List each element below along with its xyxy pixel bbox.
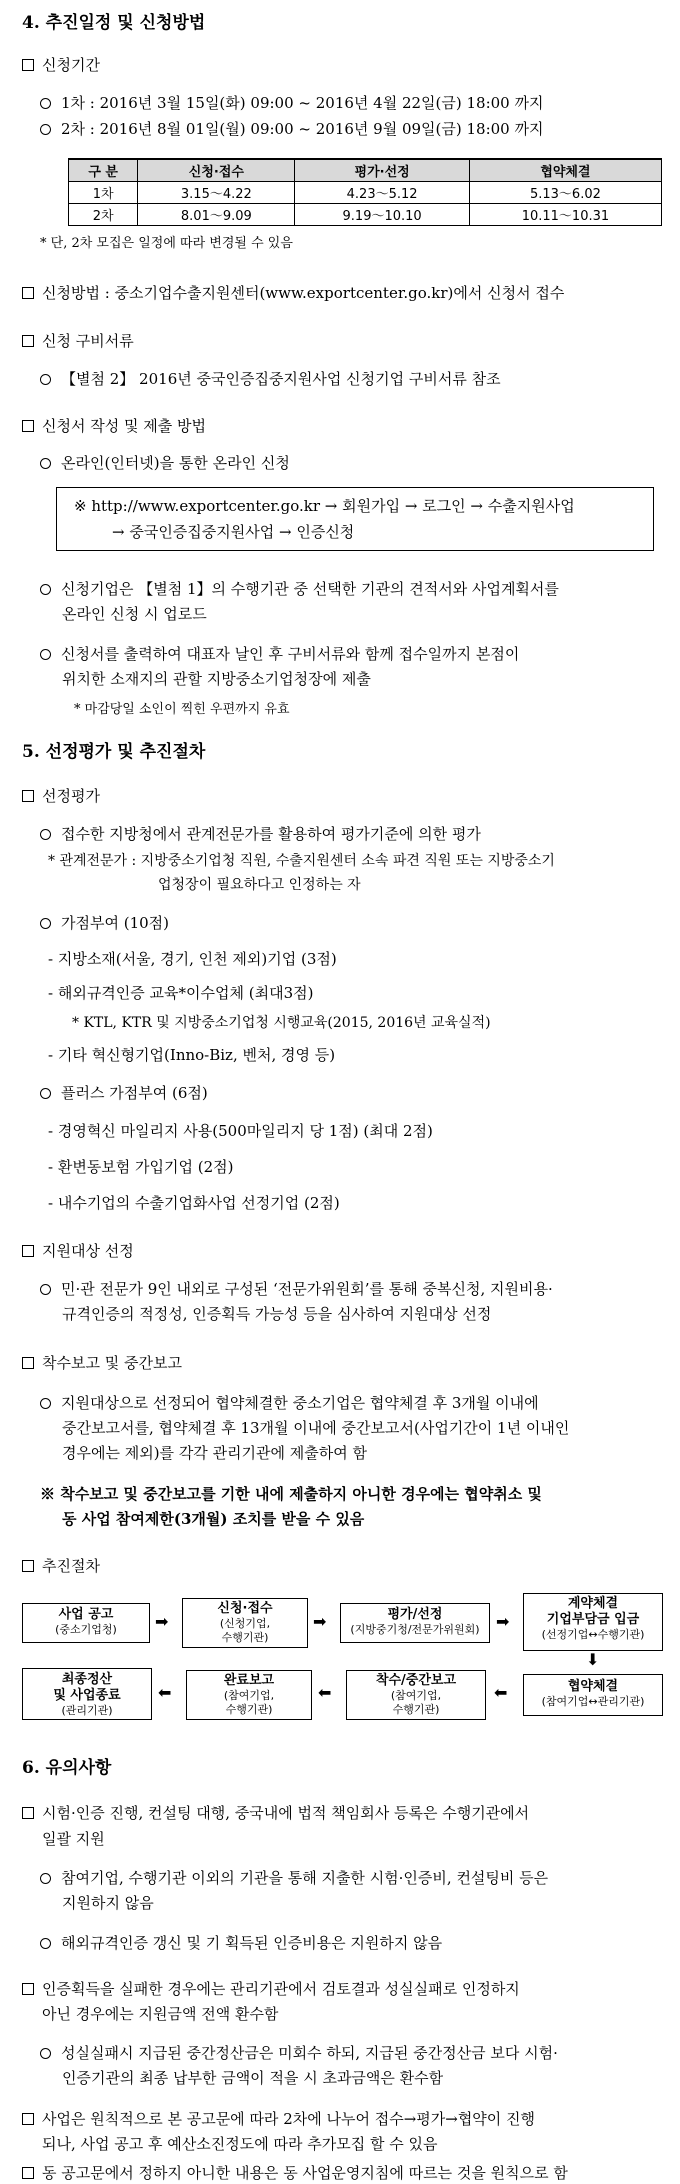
- flow-step-sub: (신청기업,: [219, 1617, 271, 1630]
- circle-bullet-icon: [40, 1873, 51, 1884]
- plus-heading-text: 플러스 가점부여 (6점): [61, 1084, 208, 1102]
- report-line3: 경우에는 제외)를 각각 관리기관에 제출하여 함: [62, 1444, 368, 1462]
- eval-item-text: 접수한 지방청에서 관계전문가를 활용하여 평가기준에 의한 평가: [61, 825, 481, 843]
- flow-step-title-2: 기업부담금 입금: [546, 1612, 640, 1627]
- circle-bullet-icon: [40, 649, 51, 660]
- circle-bullet-icon: [40, 374, 51, 385]
- docs-item-text: 【별첨 2】 2016년 중국인증집중지원사업 신청기업 구비서류 참조: [61, 370, 501, 388]
- plus-item-2: - 환변동보험 가입기업 (2점): [48, 1158, 234, 1176]
- table-note: * 단, 2차 모집은 일정에 따라 변경될 수 있음: [40, 236, 293, 251]
- flow-step-sub: (관리기관): [61, 1704, 113, 1717]
- bonus-item-2: - 해외규격인증 교육*이수업체 (최대3점): [48, 984, 314, 1002]
- caution-b1-line2: 인증기관의 최종 납부한 금액이 적을 시 초과금액은 환수함: [62, 2069, 444, 2087]
- docs-heading-text: 신청 구비서류: [42, 332, 134, 350]
- proc-heading: [22, 1555, 100, 1576]
- circle-bullet-icon: [40, 1398, 51, 1409]
- caution-c-line2: 되나, 사업 공고 후 예산소진정도에 따라 추가모집 할 수 있음: [42, 2135, 438, 2153]
- caution-a-line1: [22, 1802, 529, 1823]
- target-heading: [22, 1240, 134, 1261]
- caution-d-line1-text: 동 공고문에서 정하지 아니한 내용은 동 사업운영지침에 따르는 것을 원칙으로 함: [42, 2164, 568, 2182]
- flow-step-title: 신청·접수: [217, 1601, 273, 1616]
- target-line1: [40, 1278, 553, 1299]
- target-line1-text: 민·관 전문가 9인 내외로 구성된 ‘전문가위원회’를 통해 중복신청, 지원비용·: [61, 1280, 553, 1298]
- round2-line: [40, 118, 543, 139]
- online-heading-text: 온라인(인터넷)을 통한 온라인 신청: [61, 454, 290, 472]
- report-line2: 중간보고서를, 협약체결 후 13개월 이내에 중간보고서(사업기간이 1년 이내인: [62, 1419, 570, 1437]
- arrow-right-icon: ➡: [313, 1612, 327, 1631]
- flow-step-sub: (지방중기청/전문가위원회): [350, 1623, 480, 1636]
- item1-line1: [40, 578, 559, 599]
- square-bullet-icon: [22, 420, 34, 432]
- caution-a1-line2: 지원하지 않음: [62, 1894, 154, 1912]
- table-cell: 9.19～10.10: [295, 204, 470, 226]
- circle-bullet-icon: [40, 458, 51, 469]
- flow-step-evaluate: [340, 1603, 490, 1643]
- report-line1: [40, 1392, 539, 1413]
- square-bullet-icon: [22, 2167, 34, 2179]
- square-bullet-icon: [22, 1807, 34, 1819]
- circle-bullet-icon: [40, 829, 51, 840]
- square-bullet-icon: [22, 59, 34, 71]
- caution-b1-line1-text: 성실실패시 지급된 중간정산금은 미회수 하되, 지급된 중간정산금 보다 시험·: [61, 2044, 558, 2062]
- caution-a-line1-text: 시험·인증 진행, 컨설팅 대행, 중국내에 법적 책임회사 등록은 수행기관에서: [42, 1804, 530, 1822]
- caution-b-line2: 아닌 경우에는 지원금액 전액 환수함: [42, 2005, 279, 2023]
- flow-step-sub: 수행기관): [392, 1703, 440, 1716]
- eval-heading-text: 선정평가: [42, 787, 100, 805]
- bonus-heading: [40, 912, 169, 933]
- table-header: 구 분: [69, 159, 138, 182]
- table-row: [69, 182, 662, 204]
- target-line2: 규격인증의 적정성, 인증획득 가능성 등을 심사하여 지원대상 선정: [62, 1305, 492, 1323]
- eval-note-line2: 업청장이 필요하다고 인정하는 자: [158, 877, 361, 893]
- item2-line2: 위치한 소재지의 관할 지방중소기업청장에 제출: [62, 670, 371, 688]
- section-6-title: 6. 유의사항: [22, 1758, 112, 1778]
- flow-step-sub: (참여기업,: [390, 1689, 442, 1702]
- flow-step-title: 착수/중간보고: [375, 1673, 457, 1688]
- item1-line1-text: 신청기업은 【별첨 1】의 수행기관 중 선택한 기관의 견적서와 사업계획서를: [61, 580, 559, 598]
- bonus-item-3: - 기타 혁신형기업(Inno-Biz, 벤처, 경영 등): [48, 1046, 336, 1064]
- circle-bullet-icon: [40, 98, 51, 109]
- docs-heading: [22, 330, 134, 351]
- flow-step-sub: 수행기관): [221, 1631, 269, 1644]
- item2-line1-text: 신청서를 출력하여 대표자 날인 후 구비서류와 함께 접수일까지 본점이: [61, 645, 520, 663]
- eval-note-line1: * 관계전문가 : 지방중소기업청 직원, 수출지원센터 소속 파견 직원 또는 지방중소기: [48, 853, 555, 869]
- table-cell: 5.13～6.02: [469, 182, 661, 204]
- circle-bullet-icon: [40, 1088, 51, 1099]
- table-header: 평가·선정: [295, 159, 470, 182]
- flow-step-contract: [523, 1593, 663, 1651]
- arrow-right-icon: ➡: [496, 1612, 510, 1631]
- circle-bullet-icon: [40, 1284, 51, 1295]
- circle-bullet-icon: [40, 2048, 51, 2059]
- caution-b-line1-text: 인증획득을 실패한 경우에는 관리기관에서 검토결과 성실실패로 인정하지: [42, 1980, 520, 1998]
- period-heading-text: 신청기간: [42, 56, 100, 74]
- caution-d-line1: [22, 2162, 568, 2183]
- flow-step-agreement: [523, 1674, 663, 1716]
- table-cell: 8.01～9.09: [138, 204, 295, 226]
- flow-step-sub: (참여기업,: [223, 1689, 275, 1702]
- bonus-item-2-note: * KTL, KTR 및 지방중소기업청 시행교육(2015, 2016년 교육실적): [72, 1015, 491, 1031]
- warning-line1: ※ 착수보고 및 중간보고를 기한 내에 제출하지 아니한 경우에는 협약취소 및: [40, 1485, 542, 1503]
- caution-a-line2: 일괄 지원: [42, 1830, 105, 1848]
- square-bullet-icon: [22, 287, 34, 299]
- square-bullet-icon: [22, 1357, 34, 1369]
- docs-item: [40, 368, 501, 389]
- caution-b1-line1: [40, 2042, 558, 2063]
- report-heading-text: 착수보고 및 중간보고: [42, 1354, 182, 1372]
- flow-step-announce: [22, 1603, 150, 1643]
- bonus-item-1: - 지방소재(서울, 경기, 인천 제외)기업 (3점): [48, 950, 337, 968]
- caution-c-line1: [22, 2108, 535, 2129]
- square-bullet-icon: [22, 1983, 34, 1995]
- plus-item-1: - 경영혁신 마일리지 사용(500마일리지 당 1점) (최대 2점): [48, 1122, 433, 1140]
- flow-step-sub: (중소기업청): [55, 1623, 117, 1636]
- flow-step-title: 완료보고: [223, 1673, 275, 1688]
- circle-bullet-icon: [40, 124, 51, 135]
- caution-a1-line1-text: 참여기업, 수행기관 이외의 기관을 통해 지출한 시험·인증비, 컨설팅비 등은: [61, 1869, 549, 1887]
- circle-bullet-icon: [40, 1938, 51, 1949]
- plus-item-3: - 내수기업의 수출기업화사업 선정기업 (2점): [48, 1194, 340, 1212]
- square-bullet-icon: [22, 790, 34, 802]
- eval-heading: [22, 785, 100, 806]
- flow-step-apply: [182, 1598, 308, 1648]
- report-heading: [22, 1352, 182, 1373]
- flow-step-title: 평가/선정: [387, 1607, 443, 1622]
- flow-step-sub: (참여기업↔관리기관): [541, 1695, 645, 1708]
- period-heading: [22, 54, 100, 75]
- table-cell: 3.15～4.22: [138, 182, 295, 204]
- flow-step-title: 협약체결: [567, 1679, 619, 1694]
- table-cell: 1차: [69, 182, 138, 204]
- method-heading: [22, 282, 564, 303]
- square-bullet-icon: [22, 335, 34, 347]
- flow-step-complete: [186, 1670, 312, 1720]
- table-row: [69, 204, 662, 226]
- table-cell: 2차: [69, 204, 138, 226]
- flow-step-title: 계약체결: [567, 1596, 619, 1611]
- flow-step-sub: (선정기업↔수행기관): [541, 1628, 645, 1641]
- round1-text: 1차 : 2016년 3월 15일(화) 09:00 ~ 2016년 4월 22일(금) 18:00 까지: [61, 94, 544, 112]
- table-cell: 10.11～10.31: [469, 204, 661, 226]
- item2-line1: [40, 643, 519, 664]
- flow-step-report: [346, 1670, 486, 1720]
- arrow-right-icon: ➡: [155, 1612, 169, 1631]
- table-header: 협약체결: [469, 159, 661, 182]
- target-heading-text: 지원대상 선정: [42, 1242, 134, 1260]
- caution-a2-text: 해외규격인증 갱신 및 기 획득된 인증비용은 지원하지 않음: [61, 1934, 443, 1952]
- section-5-title: 5. 선정평가 및 추진절차: [22, 742, 206, 762]
- report-line1-text: 지원대상으로 선정되어 협약체결한 중소기업은 협약체결 후 3개월 이내에: [61, 1394, 539, 1412]
- warning-line2: 동 사업 참여제한(3개월) 조치를 받을 수 있음: [62, 1510, 365, 1528]
- round2-text: 2차 : 2016년 8월 01일(월) 09:00 ~ 2016년 9월 09일(금) 18:00 까지: [61, 120, 544, 138]
- circle-bullet-icon: [40, 918, 51, 929]
- item1-line2: 온라인 신청 시 업로드: [62, 605, 207, 623]
- circle-bullet-icon: [40, 584, 51, 595]
- online-heading: [40, 452, 290, 473]
- arrow-left-icon: ⬅: [158, 1683, 172, 1702]
- section-4-title: 4. 추진일정 및 신청방법: [22, 13, 206, 33]
- arrow-down-icon: ⬇: [586, 1650, 600, 1669]
- table-cell: 4.23～5.12: [295, 182, 470, 204]
- box-line-2: → 중국인증집중지원사업 → 인증신청: [112, 523, 355, 541]
- eval-item: [40, 823, 481, 844]
- square-bullet-icon: [22, 2113, 34, 2125]
- square-bullet-icon: [22, 1560, 34, 1572]
- submit-heading: [22, 415, 206, 436]
- square-bullet-icon: [22, 1245, 34, 1257]
- caution-a1-line1: [40, 1867, 548, 1888]
- flow-step-title: 최종정산: [61, 1672, 113, 1687]
- method-text: 신청방법 : 중소기업수출지원센터(www.exportcenter.go.kr)에서 신청서 접수: [42, 284, 565, 302]
- plus-heading: [40, 1082, 208, 1103]
- item2-note: * 마감당일 소인이 찍힌 우편까지 유효: [74, 702, 290, 717]
- flow-step-title-2: 및 사업종료: [53, 1688, 121, 1703]
- caution-c-line1-text: 사업은 원칙적으로 본 공고문에 따라 2차에 나누어 접수→평가→협약이 진행: [42, 2110, 536, 2128]
- flow-step-sub: 수행기관): [225, 1703, 273, 1716]
- round1-line: [40, 92, 543, 113]
- flow-step-settle: [22, 1668, 152, 1720]
- bonus-heading-text: 가점부여 (10점): [61, 914, 170, 932]
- table-header: 신청·접수: [138, 159, 295, 182]
- proc-heading-text: 추진절차: [42, 1557, 100, 1575]
- submit-heading-text: 신청서 작성 및 제출 방법: [42, 417, 206, 435]
- schedule-table: [68, 158, 662, 226]
- box-line-1: ※ http://www.exportcenter.go.kr → 회원가입 → 로그인 → 수출지원사업: [74, 497, 575, 515]
- caution-b-line1: [22, 1978, 520, 1999]
- flow-step-title: 사업 공고: [58, 1607, 114, 1622]
- caution-a2: [40, 1932, 442, 1953]
- arrow-left-icon: ⬅: [318, 1683, 332, 1702]
- arrow-left-icon: ⬅: [494, 1683, 508, 1702]
